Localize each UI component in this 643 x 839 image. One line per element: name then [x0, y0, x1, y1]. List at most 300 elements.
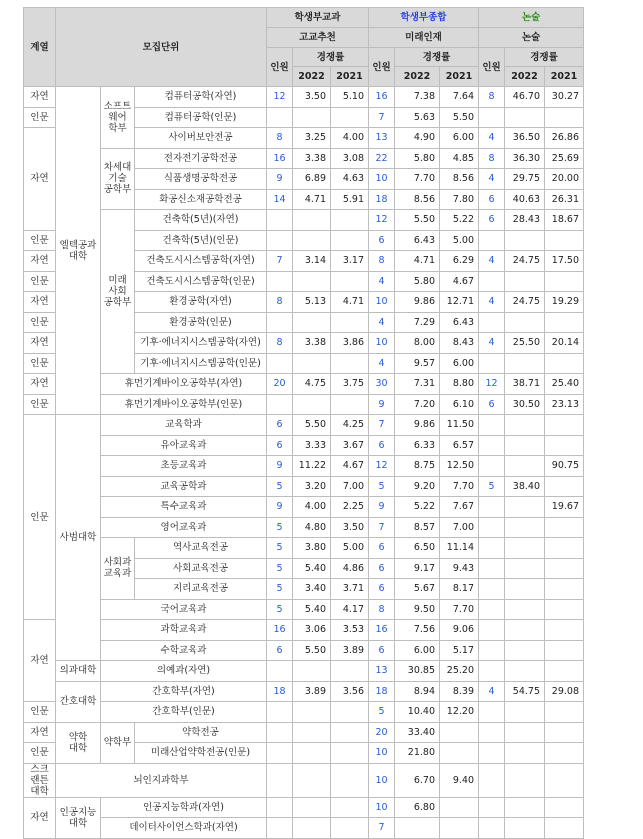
- ratio-cell: 25.50: [505, 333, 545, 354]
- ratio-cell: [545, 640, 584, 661]
- ratio-cell: [545, 661, 584, 682]
- ratio-cell: 7.38: [395, 87, 440, 108]
- ratio-cell: 7.70: [440, 476, 479, 497]
- ratio-cell: 8.56: [440, 169, 479, 190]
- quota-cell: 4: [479, 681, 505, 702]
- quota-cell: 7: [369, 415, 395, 436]
- quota-cell: 6: [267, 435, 293, 456]
- ratio-cell: 26.31: [545, 189, 584, 210]
- ratio-cell: 6.00: [395, 640, 440, 661]
- quota-cell: [267, 230, 293, 251]
- ratio-cell: [293, 661, 331, 682]
- ratio-cell: [293, 394, 331, 415]
- ratio-cell: 8.57: [395, 517, 440, 538]
- ratio-cell: [545, 599, 584, 620]
- ratio-cell: 5.50: [395, 210, 440, 231]
- quota-cell: 6: [479, 210, 505, 231]
- ratio-cell: [331, 107, 369, 128]
- ratio-cell: 25.40: [545, 374, 584, 395]
- ratio-cell: [293, 797, 331, 818]
- unit-name: 교육공학과: [101, 476, 267, 497]
- ratio-cell: 7.29: [395, 312, 440, 333]
- ratio-cell: 6.00: [440, 128, 479, 149]
- ratio-cell: [505, 312, 545, 333]
- quota-cell: 9: [369, 497, 395, 518]
- quota-cell: 6: [369, 579, 395, 600]
- ratio-cell: 24.75: [505, 292, 545, 313]
- quota-cell: [479, 456, 505, 477]
- ratio-cell: [505, 722, 545, 743]
- ratio-cell: [331, 763, 369, 797]
- quota-cell: 7: [369, 107, 395, 128]
- header-gyeongjaeng: 경쟁률: [293, 48, 369, 67]
- ratio-cell: 12.20: [440, 702, 479, 723]
- ratio-cell: [545, 271, 584, 292]
- unit-name: 미래산업약학전공(인문): [135, 743, 267, 764]
- ratio-cell: [505, 230, 545, 251]
- ratio-cell: 20.00: [545, 169, 584, 190]
- ratio-cell: 4.71: [331, 292, 369, 313]
- ratio-cell: [505, 558, 545, 579]
- ratio-cell: 7.70: [440, 599, 479, 620]
- ratio-cell: 29.08: [545, 681, 584, 702]
- ratio-cell: 3.71: [331, 579, 369, 600]
- ratio-cell: [331, 797, 369, 818]
- header-year-2022: 2022: [505, 67, 545, 87]
- ratio-cell: 4.90: [395, 128, 440, 149]
- group-label: 인문: [24, 415, 56, 620]
- table-row: [24, 374, 584, 395]
- ratio-cell: [505, 415, 545, 436]
- group-label: 인문: [24, 271, 56, 292]
- quota-cell: [267, 394, 293, 415]
- quota-cell: 9: [267, 456, 293, 477]
- group-label: 인공지능 대학: [56, 797, 101, 838]
- ratio-cell: 6.33: [395, 435, 440, 456]
- ratio-cell: 6.57: [440, 435, 479, 456]
- ratio-cell: [293, 702, 331, 723]
- unit-name: 컴퓨터공학(자연): [135, 87, 267, 108]
- ratio-cell: [505, 763, 545, 797]
- quota-cell: [479, 312, 505, 333]
- table-row: [24, 763, 584, 797]
- unit-name: 휴먼기계바이오공학부(자연): [101, 374, 267, 395]
- quota-cell: 5: [369, 476, 395, 497]
- ratio-cell: 8.39: [440, 681, 479, 702]
- quota-cell: 16: [369, 87, 395, 108]
- ratio-cell: 4.00: [293, 497, 331, 518]
- ratio-cell: [505, 497, 545, 518]
- quota-cell: [267, 763, 293, 797]
- ratio-cell: 11.22: [293, 456, 331, 477]
- unit-name: 전자전기공학전공: [135, 148, 267, 169]
- ratio-cell: [545, 107, 584, 128]
- unit-name: 간호학부(인문): [101, 702, 267, 723]
- ratio-cell: [505, 353, 545, 374]
- ratio-cell: 8.94: [395, 681, 440, 702]
- ratio-cell: 5.17: [440, 640, 479, 661]
- table-row: [24, 497, 584, 518]
- quota-cell: [479, 722, 505, 743]
- ratio-cell: [395, 818, 440, 839]
- quota-cell: 5: [267, 476, 293, 497]
- quota-cell: 5: [267, 599, 293, 620]
- group-label: 인문: [24, 353, 56, 374]
- quota-cell: [267, 271, 293, 292]
- ratio-cell: [331, 353, 369, 374]
- quota-cell: [479, 579, 505, 600]
- ratio-cell: [505, 620, 545, 641]
- header-mojip: 모집단위: [56, 8, 267, 87]
- table-row: [24, 476, 584, 497]
- ratio-cell: [331, 661, 369, 682]
- ratio-cell: [331, 702, 369, 723]
- quota-cell: 8: [267, 333, 293, 354]
- ratio-cell: [545, 579, 584, 600]
- header-year-2022: 2022: [293, 67, 331, 87]
- quota-cell: 10: [369, 169, 395, 190]
- unit-name: 데이터사이언스학과(자연): [101, 818, 267, 839]
- ratio-cell: 6.00: [440, 353, 479, 374]
- ratio-cell: 8.17: [440, 579, 479, 600]
- quota-cell: 4: [479, 128, 505, 149]
- ratio-cell: 5.13: [293, 292, 331, 313]
- ratio-cell: [545, 722, 584, 743]
- ratio-cell: [505, 435, 545, 456]
- ratio-cell: 4.71: [395, 251, 440, 272]
- ratio-cell: 5.50: [293, 640, 331, 661]
- ratio-cell: [505, 797, 545, 818]
- ratio-cell: [505, 107, 545, 128]
- table-row: [24, 797, 584, 818]
- quota-cell: [479, 230, 505, 251]
- group-label: 자연: [24, 333, 56, 354]
- ratio-cell: 6.43: [440, 312, 479, 333]
- quota-cell: [479, 271, 505, 292]
- ratio-cell: 7.56: [395, 620, 440, 641]
- quota-cell: 6: [479, 189, 505, 210]
- unit-name: 화공신소재공학전공: [135, 189, 267, 210]
- quota-cell: [479, 599, 505, 620]
- ratio-cell: 5.63: [395, 107, 440, 128]
- unit-name: 특수교육과: [101, 497, 267, 518]
- ratio-cell: [293, 210, 331, 231]
- ratio-cell: [505, 271, 545, 292]
- ratio-cell: [440, 743, 479, 764]
- quota-cell: [479, 620, 505, 641]
- unit-name: 뇌인지과학부: [56, 763, 267, 797]
- ratio-cell: 40.63: [505, 189, 545, 210]
- ratio-cell: [505, 661, 545, 682]
- quota-cell: 10: [369, 797, 395, 818]
- ratio-cell: [293, 743, 331, 764]
- ratio-cell: 26.86: [545, 128, 584, 149]
- table-row: [24, 722, 584, 743]
- header-year-2021: 2021: [331, 67, 369, 87]
- header-nonsul: 논술: [479, 8, 584, 28]
- unit-name: 건축학(5년)(자연): [135, 210, 267, 231]
- quota-cell: 12: [369, 456, 395, 477]
- quota-cell: [479, 517, 505, 538]
- group-label: 인문: [24, 230, 56, 251]
- quota-cell: 13: [369, 128, 395, 149]
- ratio-cell: 11.14: [440, 538, 479, 559]
- ratio-cell: 5.22: [395, 497, 440, 518]
- quota-cell: 8: [479, 148, 505, 169]
- quota-cell: 6: [369, 558, 395, 579]
- group-label: 자연: [24, 722, 56, 743]
- quota-cell: [267, 353, 293, 374]
- ratio-cell: 5.50: [440, 107, 479, 128]
- quota-cell: [267, 743, 293, 764]
- ratio-cell: 8.43: [440, 333, 479, 354]
- ratio-cell: [545, 558, 584, 579]
- ratio-cell: [293, 230, 331, 251]
- ratio-cell: [545, 230, 584, 251]
- ratio-cell: 23.13: [545, 394, 584, 415]
- header-inwon: 인원: [369, 48, 395, 87]
- quota-cell: [267, 312, 293, 333]
- quota-cell: 7: [369, 818, 395, 839]
- ratio-cell: 21.80: [395, 743, 440, 764]
- ratio-cell: [505, 702, 545, 723]
- ratio-cell: 7.31: [395, 374, 440, 395]
- unit-name: 건축도시시스템공학(인문): [135, 271, 267, 292]
- quota-cell: 9: [267, 497, 293, 518]
- ratio-cell: [545, 415, 584, 436]
- ratio-cell: 7.70: [395, 169, 440, 190]
- ratio-cell: 8.80: [440, 374, 479, 395]
- ratio-cell: 5.22: [440, 210, 479, 231]
- ratio-cell: 25.69: [545, 148, 584, 169]
- ratio-cell: [545, 702, 584, 723]
- ratio-cell: 18.67: [545, 210, 584, 231]
- quota-cell: [479, 640, 505, 661]
- ratio-cell: 38.40: [505, 476, 545, 497]
- quota-cell: 7: [369, 517, 395, 538]
- unit-name: 환경공학(자연): [135, 292, 267, 313]
- quota-cell: [479, 558, 505, 579]
- quota-cell: 30: [369, 374, 395, 395]
- ratio-cell: [293, 107, 331, 128]
- ratio-cell: 9.86: [395, 292, 440, 313]
- admission-table: [23, 7, 584, 839]
- ratio-cell: 12.71: [440, 292, 479, 313]
- quota-cell: 16: [267, 148, 293, 169]
- ratio-cell: 9.57: [395, 353, 440, 374]
- unit-name: 교육학과: [101, 415, 267, 436]
- ratio-cell: [545, 312, 584, 333]
- quota-cell: 6: [369, 230, 395, 251]
- ratio-cell: 3.56: [331, 681, 369, 702]
- table-row: [24, 538, 584, 559]
- ratio-cell: 10.40: [395, 702, 440, 723]
- quota-cell: [267, 797, 293, 818]
- ratio-cell: [545, 763, 584, 797]
- ratio-cell: 6.43: [395, 230, 440, 251]
- ratio-cell: 30.50: [505, 394, 545, 415]
- ratio-cell: 36.50: [505, 128, 545, 149]
- ratio-cell: 6.70: [395, 763, 440, 797]
- header-nonsul2: 논술: [479, 28, 584, 48]
- quota-cell: 20: [369, 722, 395, 743]
- ratio-cell: 5.80: [395, 271, 440, 292]
- table-row: [24, 620, 584, 641]
- ratio-cell: 9.06: [440, 620, 479, 641]
- ratio-cell: 3.06: [293, 620, 331, 641]
- group-label: 약학부: [101, 722, 135, 763]
- ratio-cell: 4.63: [331, 169, 369, 190]
- ratio-cell: 4.71: [293, 189, 331, 210]
- ratio-cell: 3.67: [331, 435, 369, 456]
- quota-cell: 10: [369, 292, 395, 313]
- quota-cell: 6: [369, 435, 395, 456]
- ratio-cell: 9.86: [395, 415, 440, 436]
- ratio-cell: 54.75: [505, 681, 545, 702]
- ratio-cell: [293, 353, 331, 374]
- ratio-cell: 4.17: [331, 599, 369, 620]
- ratio-cell: 7.00: [440, 517, 479, 538]
- table-row: [24, 681, 584, 702]
- ratio-cell: 5.10: [331, 87, 369, 108]
- unit-name: 과학교육과: [101, 620, 267, 641]
- ratio-cell: 7.80: [440, 189, 479, 210]
- ratio-cell: 9.40: [440, 763, 479, 797]
- ratio-cell: 24.75: [505, 251, 545, 272]
- quota-cell: 4: [369, 312, 395, 333]
- unit-name: 초등교육과: [101, 456, 267, 477]
- ratio-cell: 4.00: [331, 128, 369, 149]
- ratio-cell: [545, 435, 584, 456]
- quota-cell: [267, 661, 293, 682]
- ratio-cell: 3.33: [293, 435, 331, 456]
- table-row: [24, 87, 584, 108]
- quota-cell: [267, 702, 293, 723]
- ratio-cell: 8.75: [395, 456, 440, 477]
- unit-name: 인공지능학과(자연): [101, 797, 267, 818]
- quota-cell: 16: [369, 620, 395, 641]
- header-gyeyeol: 계열: [24, 8, 56, 87]
- ratio-cell: 3.86: [331, 333, 369, 354]
- table-row: [24, 415, 584, 436]
- ratio-cell: 3.20: [293, 476, 331, 497]
- quota-cell: 6: [369, 538, 395, 559]
- quota-cell: [479, 797, 505, 818]
- unit-name: 컴퓨터공학(인문): [135, 107, 267, 128]
- ratio-cell: 4.80: [293, 517, 331, 538]
- group-label: 자연: [24, 292, 56, 313]
- quota-cell: 5: [267, 538, 293, 559]
- group-label: 스크랜튼대학: [24, 763, 56, 797]
- group-label: 자연: [24, 620, 56, 702]
- ratio-cell: 5.80: [395, 148, 440, 169]
- unit-name: 의예과(자연): [101, 661, 267, 682]
- ratio-cell: 17.50: [545, 251, 584, 272]
- group-label: 미래 사회 공학부: [101, 210, 135, 374]
- quota-cell: 12: [479, 374, 505, 395]
- header-mirae: 미래인재: [369, 28, 479, 48]
- ratio-cell: 6.50: [395, 538, 440, 559]
- quota-cell: [267, 107, 293, 128]
- ratio-cell: [331, 394, 369, 415]
- group-label: 자연: [24, 128, 56, 231]
- header-year-2021: 2021: [440, 67, 479, 87]
- ratio-cell: [331, 312, 369, 333]
- quota-cell: 12: [267, 87, 293, 108]
- quota-cell: 6: [479, 394, 505, 415]
- ratio-cell: 90.75: [545, 456, 584, 477]
- ratio-cell: 19.29: [545, 292, 584, 313]
- ratio-cell: [293, 763, 331, 797]
- ratio-cell: 3.17: [331, 251, 369, 272]
- quota-cell: 10: [369, 763, 395, 797]
- ratio-cell: 5.00: [331, 538, 369, 559]
- ratio-cell: [293, 818, 331, 839]
- ratio-cell: 38.71: [505, 374, 545, 395]
- ratio-cell: [545, 538, 584, 559]
- ratio-cell: [331, 722, 369, 743]
- table-row: [24, 818, 584, 839]
- ratio-cell: 3.38: [293, 148, 331, 169]
- ratio-cell: 4.75: [293, 374, 331, 395]
- ratio-cell: 3.50: [293, 87, 331, 108]
- quota-cell: [267, 210, 293, 231]
- ratio-cell: 5.40: [293, 558, 331, 579]
- ratio-cell: 11.50: [440, 415, 479, 436]
- ratio-cell: [331, 818, 369, 839]
- quota-cell: 9: [369, 394, 395, 415]
- quota-cell: 8: [267, 128, 293, 149]
- unit-name: 사회교육전공: [135, 558, 267, 579]
- quota-cell: 4: [479, 169, 505, 190]
- table-row: [24, 148, 584, 169]
- ratio-cell: 3.50: [331, 517, 369, 538]
- quota-cell: 18: [369, 681, 395, 702]
- unit-name: 휴먼기계바이오공학부(인문): [101, 394, 267, 415]
- ratio-cell: [293, 722, 331, 743]
- ratio-cell: 8.56: [395, 189, 440, 210]
- quota-cell: [267, 722, 293, 743]
- ratio-cell: [505, 743, 545, 764]
- ratio-cell: 7.67: [440, 497, 479, 518]
- quota-cell: 22: [369, 148, 395, 169]
- group-label: 소프트 웨어 학부: [101, 87, 135, 149]
- table-row: [24, 599, 584, 620]
- ratio-cell: 29.75: [505, 169, 545, 190]
- ratio-cell: 3.53: [331, 620, 369, 641]
- unit-name: 환경공학(인문): [135, 312, 267, 333]
- quota-cell: 8: [479, 87, 505, 108]
- quota-cell: [479, 661, 505, 682]
- group-label: 의과대학: [56, 661, 101, 682]
- ratio-cell: [505, 579, 545, 600]
- ratio-cell: [505, 517, 545, 538]
- ratio-cell: [505, 599, 545, 620]
- ratio-cell: [331, 230, 369, 251]
- group-label: 간호대학: [56, 681, 101, 722]
- quota-cell: 6: [267, 640, 293, 661]
- quota-cell: 20: [267, 374, 293, 395]
- ratio-cell: [293, 271, 331, 292]
- group-label: 차세대 기술 공학부: [101, 148, 135, 210]
- table-row: [24, 210, 584, 231]
- quota-cell: [479, 818, 505, 839]
- ratio-cell: 3.75: [331, 374, 369, 395]
- quota-cell: 4: [369, 271, 395, 292]
- quota-cell: 4: [479, 292, 505, 313]
- ratio-cell: 6.80: [395, 797, 440, 818]
- ratio-cell: 7.20: [395, 394, 440, 415]
